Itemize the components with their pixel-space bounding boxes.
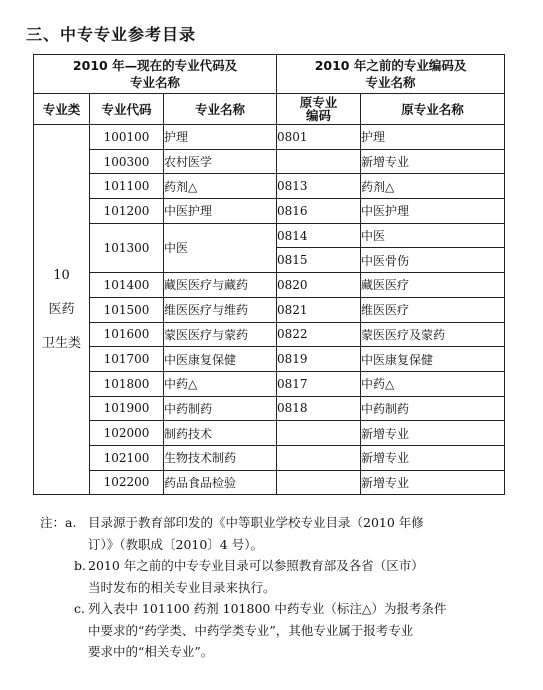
old-name-cell: 新增专业: [361, 421, 505, 446]
old-code-cell: 0817: [277, 371, 361, 396]
old-name-cell: 藏医医疗: [361, 273, 505, 298]
code-cell: 101100: [90, 174, 164, 199]
old-code-cell: [277, 470, 361, 495]
name-cell: 药品食品检验: [164, 470, 277, 495]
old-name-cell: 中药制药: [361, 396, 505, 421]
name-cell: 药剂△: [164, 174, 277, 199]
header-before-group: 2010 年之前的专业编码及 专业名称: [277, 55, 505, 94]
category-cell: [34, 125, 90, 495]
code-cell: 101400: [90, 273, 164, 298]
old-name-cell: 新增专业: [361, 445, 505, 470]
old-code-cell: [277, 445, 361, 470]
old-code-cell: 0801: [277, 125, 361, 150]
code-cell: 101900: [90, 396, 164, 421]
code-cell: 101600: [90, 322, 164, 347]
table-row: [34, 174, 505, 199]
header-old-name: 原专业名称: [361, 94, 505, 125]
table-row: [34, 371, 505, 396]
table-row: [34, 396, 505, 421]
name-cell: 中药△: [164, 371, 277, 396]
table-row: [34, 223, 505, 248]
code-cell: 100300: [90, 149, 164, 174]
note-prefix: 注：: [40, 515, 66, 530]
table-row: [34, 470, 505, 495]
name-cell: 制药技术: [164, 421, 277, 446]
old-name-cell: 中医: [361, 223, 505, 248]
old-name-cell: 中医康复保健: [361, 347, 505, 372]
note-label: b.: [74, 558, 86, 573]
old-name-cell: 护理: [361, 125, 505, 150]
name-cell: 蒙医医疗与蒙药: [164, 322, 277, 347]
note-line: 列入表中 101100 药剂 101800 中药专业（标注△）为报考条件: [88, 601, 447, 616]
code-cell: 102100: [90, 445, 164, 470]
code-cell: 101500: [90, 297, 164, 322]
category-line: 卫生类: [41, 335, 81, 351]
old-code-cell: 0814: [277, 223, 361, 248]
table-row: [34, 149, 505, 174]
code-cell: 101200: [90, 199, 164, 224]
table-row: [34, 322, 505, 347]
old-code-cell: [277, 421, 361, 446]
old-name-cell: 中医护理: [361, 199, 505, 224]
category-line: 医药: [48, 301, 75, 317]
code-cell: 101700: [90, 347, 164, 372]
note-line: 中要求的“药学类、中药学类专业”，其他专业属于报考专业: [88, 622, 414, 638]
old-name-cell: 维医医疗: [361, 297, 505, 322]
note-line: 2010 年之前的中专专业目录可以参照教育部及各省（区市）: [88, 558, 424, 573]
note-b: [40, 555, 510, 598]
old-code-cell: 0820: [277, 273, 361, 298]
name-cell: 生物技术制药: [164, 445, 277, 470]
old-name-cell: 药剂△: [361, 174, 505, 199]
old-name-cell: 中医骨伤: [361, 248, 505, 273]
name-cell: 藏医医疗与藏药: [164, 273, 277, 298]
name-cell: 中医康复保健: [164, 347, 277, 372]
header-category: 专业类: [34, 94, 90, 125]
header-old-code: 原专业 编码: [277, 94, 361, 125]
old-code-cell: 0813: [277, 174, 361, 199]
table-row: [34, 421, 505, 446]
code-cell: 102200: [90, 470, 164, 495]
old-code-cell: 0819: [277, 347, 361, 372]
old-code-cell: 0816: [277, 199, 361, 224]
note-label: a.: [65, 515, 77, 530]
note-line: 目录源于教育部印发的《中等职业学校专业目录（2010 年修: [88, 515, 424, 530]
major-catalog-table: [33, 54, 505, 495]
note-line: 当时发布的相关专业目录来执行。: [88, 579, 276, 595]
name-cell: 中医: [164, 223, 277, 272]
table-row: [34, 297, 505, 322]
old-name-cell: 蒙医医疗及蒙药: [361, 322, 505, 347]
note-c: [40, 598, 510, 663]
old-code-cell: 0821: [277, 297, 361, 322]
category-line: 10: [53, 267, 70, 283]
name-cell: 维医医疗与维药: [164, 297, 277, 322]
note-line: 订）》（教职成〔2010〕4 号）。: [88, 536, 263, 552]
table-row: [34, 125, 505, 150]
header-code: 专业代码: [90, 94, 164, 125]
name-cell: 中药制药: [164, 396, 277, 421]
header-current-group: 2010 年—现在的专业代码及 专业名称: [34, 55, 277, 94]
section-title: 三、中专专业参考目录: [26, 25, 197, 44]
old-name-cell: 新增专业: [361, 470, 505, 495]
note-line: 要求中的“相关专业”。: [88, 644, 214, 659]
name-cell: 护理: [164, 125, 277, 150]
old-name-cell: 中药△: [361, 371, 505, 396]
table-row: [34, 445, 505, 470]
header-name: 专业名称: [164, 94, 277, 125]
old-code-cell: 0818: [277, 396, 361, 421]
old-code-cell: 0822: [277, 322, 361, 347]
note-label: c.: [74, 601, 85, 616]
table-row: [34, 273, 505, 298]
code-cell: 101300: [90, 223, 164, 272]
name-cell: 中医护理: [164, 199, 277, 224]
notes: [40, 512, 510, 663]
old-code-cell: [277, 149, 361, 174]
table-row: [34, 199, 505, 224]
old-name-cell: 新增专业: [361, 149, 505, 174]
table-row: [34, 347, 505, 372]
old-code-cell: 0815: [277, 248, 361, 273]
code-cell: 101800: [90, 371, 164, 396]
code-cell: 102000: [90, 421, 164, 446]
code-cell: 100100: [90, 125, 164, 150]
note-a: [40, 512, 510, 555]
name-cell: 农村医学: [164, 149, 277, 174]
